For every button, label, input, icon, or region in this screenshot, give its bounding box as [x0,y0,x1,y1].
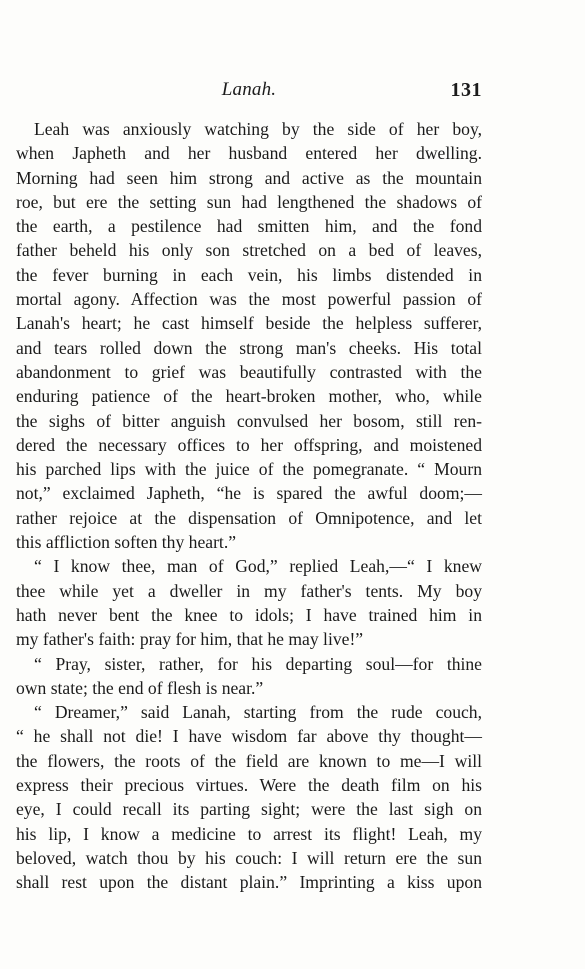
text-line: mortal agony. Affection was the most powerful passion of [16,289,482,310]
text-line: this affliction soften thy heart.” [16,532,237,553]
text-line: his parched lips with the juice of the pomegranate. “ Mourn [16,459,482,480]
text-line: the earth, a pestilence had smitten him, and the fond [16,216,482,237]
text-line: the fever burning in each vein, his limbs distended in [16,264,482,285]
text-line: hath never bent the knee to idols; I have trained him in [16,604,482,625]
text-line: Lanah's heart; he cast himself beside the helpless sufferer, [16,313,482,334]
text-line: “ he shall not die! I have wisdom far above thy thought— [16,726,482,747]
text-line: enduring patience of the heart-broken mother, who, while [16,386,482,407]
text-line: “ I know thee, man of God,” replied Leah,—“ I knew [34,556,482,577]
text-line: not,” exclaimed Japheth, “he is spared the awful doom;— [16,483,482,504]
text-line: eye, I could recall its parting sight; were the last sigh on [16,799,482,820]
text-line: abandonment to grief was beautifully contrasted with the [16,361,482,382]
text-line: “ Dreamer,” said Lanah, starting from the rude couch, [34,702,482,723]
text-line: “ Pray, sister, rather, for his departing soul—for thine [34,653,482,674]
text-line: Leah was anxiously watching by the side of her boy, [34,119,482,139]
text-line: beloved, watch thou by his couch: I will return ere the sun [16,847,482,868]
text-line: thee while yet a dweller in my father's tents. My boy [16,580,482,601]
page-number: 131 [450,79,482,101]
text-line: roe, but ere the setting sun had lengthened the shadows of [16,191,482,212]
text-line: express their precious virtues. Were the death film on his [16,775,482,796]
text-line: my father's faith: pray for him, that he may live!” [16,629,364,650]
text-line: Morning had seen him strong and active as the mountain [16,167,482,188]
text-line: when Japheth and her husband entered her dwelling. [16,143,482,164]
text-line: and tears rolled down the strong man's cheeks. His total [16,337,482,358]
text-line: dered the necessary offices to her offspring, and moistened [16,434,482,455]
text-line: his lip, I know a medicine to arrest its flight! Leah, my [16,823,482,844]
running-title: Lanah. [221,79,277,100]
body-text [16,117,482,895]
text-line: the sighs of bitter anguish convulsed her bosom, still ren- [16,410,482,431]
text-line: rather rejoice at the dispensation of Omnipotence, and let [16,507,482,528]
running-head [16,79,482,105]
text-line: the flowers, the roots of the field are known to me—I will [16,750,482,771]
text-line: own state; the end of flesh is near.” [16,677,264,698]
text-line: shall rest upon the distant plain.” Imprinting a kiss upon [16,872,482,893]
text-line: father beheld his only son stretched on a bed of leaves, [16,240,482,261]
